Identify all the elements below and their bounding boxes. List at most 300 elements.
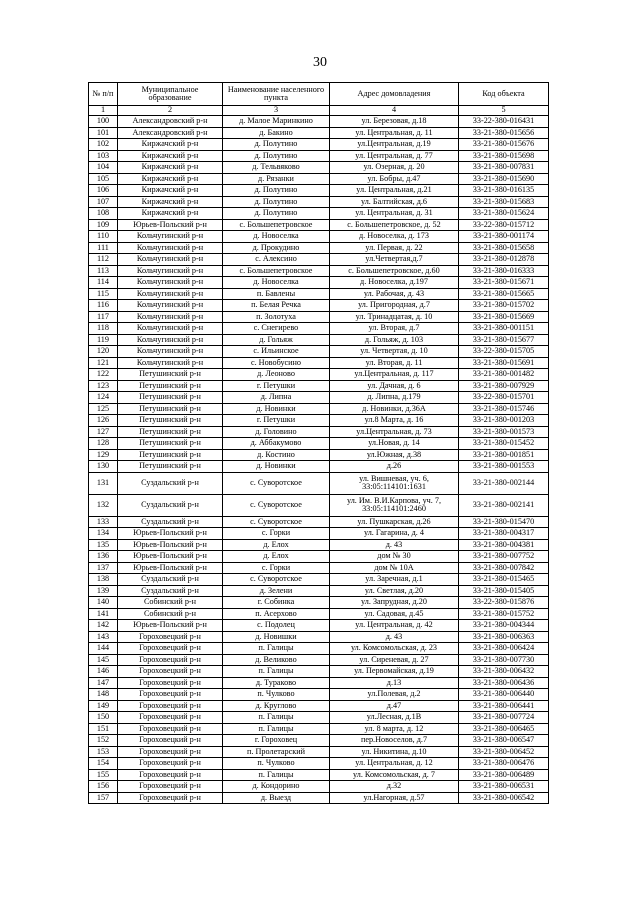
municipality-cell: Суздальский р-н: [118, 585, 223, 597]
row-number: 135: [89, 539, 118, 551]
address-cell: ул. Центральная, д. 42: [330, 620, 459, 632]
settlement-cell: с. Подолец: [223, 620, 330, 632]
settlement-cell: д. Полутино: [223, 139, 330, 151]
address-cell: ул. Первая, д. 22: [330, 242, 459, 254]
object-code-cell: 33-22-380-015712: [459, 219, 549, 231]
object-code-cell: 33-21-380-007730: [459, 654, 549, 666]
address-cell: ул. Центральная, д. 77: [330, 150, 459, 162]
column-number: 3: [223, 106, 330, 116]
table-row: [89, 323, 549, 335]
address-cell: ул.8 Марта, д. 16: [330, 415, 459, 427]
object-code-cell: 33-21-380-006465: [459, 723, 549, 735]
municipality-cell: Гороховецкий р-н: [118, 654, 223, 666]
header-address: Адрес домовладения: [330, 83, 459, 106]
address-cell: ул. Центральная, д. 11: [330, 127, 459, 139]
address-cell: ул. Комсомольская, д. 23: [330, 643, 459, 655]
table-row: [89, 369, 549, 381]
settlement-cell: п. Чулково: [223, 689, 330, 701]
municipality-cell: Суздальский р-н: [118, 574, 223, 586]
settlement-cell: д. Полутино: [223, 150, 330, 162]
address-cell: ул.Нагорная, д.57: [330, 792, 459, 804]
settlement-cell: д. Полутино: [223, 208, 330, 220]
municipality-cell: Александровский р-н: [118, 116, 223, 128]
object-code-cell: 33-21-380-002141: [459, 494, 549, 516]
row-number: 112: [89, 254, 118, 266]
address-cell: ул. Сиреневая, д. 27: [330, 654, 459, 666]
table-row: [89, 562, 549, 574]
table-row: [89, 472, 549, 494]
header-number: № п/п: [89, 83, 118, 106]
row-number: 133: [89, 516, 118, 528]
object-code-cell: 33-21-380-002144: [459, 472, 549, 494]
row-number: 110: [89, 231, 118, 243]
object-code-cell: 33-21-380-006441: [459, 700, 549, 712]
object-code-cell: 33-21-380-001174: [459, 231, 549, 243]
settlement-cell: д. Новинки: [223, 403, 330, 415]
settlement-cell: с. Суворотское: [223, 516, 330, 528]
table-row: [89, 631, 549, 643]
municipality-cell: Петушинский р-н: [118, 449, 223, 461]
row-number: 118: [89, 323, 118, 335]
table-body: [89, 116, 549, 804]
row-number: 131: [89, 472, 118, 494]
settlement-cell: с. Суворотское: [223, 574, 330, 586]
object-code-cell: 33-22-380-015701: [459, 392, 549, 404]
table-row: [89, 597, 549, 609]
object-code-cell: 33-21-380-007929: [459, 380, 549, 392]
address-cell: ул. Центральная, д. 31: [330, 208, 459, 220]
municipality-cell: Киржачский р-н: [118, 150, 223, 162]
address-cell: ул. Березовая, д.18: [330, 116, 459, 128]
row-number: 100: [89, 116, 118, 128]
address-cell: ул. Озерная, д. 20: [330, 162, 459, 174]
address-cell: ул. Заречная, д.1: [330, 574, 459, 586]
table-row: [89, 173, 549, 185]
row-number: 114: [89, 277, 118, 289]
settlement-cell: д. Великово: [223, 654, 330, 666]
objects-table: [88, 82, 549, 804]
table-row: [89, 162, 549, 174]
row-number: 154: [89, 758, 118, 770]
table-row: [89, 712, 549, 724]
object-code-cell: 33-21-380-016135: [459, 185, 549, 197]
object-code-cell: 33-22-380-015876: [459, 597, 549, 609]
settlement-cell: с. Суворотское: [223, 494, 330, 516]
row-number: 111: [89, 242, 118, 254]
address-cell: ул. Вторая, д.7: [330, 323, 459, 335]
row-number: 113: [89, 265, 118, 277]
object-code-cell: 33-21-380-015746: [459, 403, 549, 415]
row-number: 109: [89, 219, 118, 231]
municipality-cell: Собинский р-н: [118, 597, 223, 609]
settlement-cell: д. Кондорино: [223, 781, 330, 793]
row-number: 117: [89, 311, 118, 323]
address-cell: ул. Тринадцатая, д. 10: [330, 311, 459, 323]
row-number: 134: [89, 528, 118, 540]
address-cell: ул. Светлая, д.20: [330, 585, 459, 597]
address-cell: д. Гольяж, д. 103: [330, 334, 459, 346]
address-cell: ул. Бобры, д.47: [330, 173, 459, 185]
municipality-cell: Юрьев-Польский р-н: [118, 620, 223, 632]
row-number: 136: [89, 551, 118, 563]
row-number: 102: [89, 139, 118, 151]
table-row: [89, 403, 549, 415]
settlement-cell: с. Горки: [223, 528, 330, 540]
table-row: [89, 208, 549, 220]
object-code-cell: 33-21-380-015691: [459, 357, 549, 369]
object-code-cell: 33-21-380-001851: [459, 449, 549, 461]
row-number: 122: [89, 369, 118, 381]
settlement-cell: д. Рязанки: [223, 173, 330, 185]
municipality-cell: Киржачский р-н: [118, 185, 223, 197]
address-cell: д. Новинки, д.36А: [330, 403, 459, 415]
object-code-cell: 33-21-380-004344: [459, 620, 549, 632]
table-row: [89, 723, 549, 735]
settlement-cell: д. Полутино: [223, 185, 330, 197]
table-row: [89, 346, 549, 358]
settlement-cell: д. Круглово: [223, 700, 330, 712]
table-row: [89, 574, 549, 586]
settlement-cell: д. Зелени: [223, 585, 330, 597]
row-number: 146: [89, 666, 118, 678]
table-row: [89, 139, 549, 151]
address-cell: д.32: [330, 781, 459, 793]
header-municipality: Муниципальное образование: [118, 83, 223, 106]
table-row: [89, 677, 549, 689]
column-number: 5: [459, 106, 549, 116]
row-number: 121: [89, 357, 118, 369]
address-cell: ул.Центральная, д. 73: [330, 426, 459, 438]
object-code-cell: 33-21-380-015465: [459, 574, 549, 586]
row-number: 145: [89, 654, 118, 666]
address-cell: ул. Вишневая, уч. 6, 33:05:114101:1631: [330, 472, 459, 494]
settlement-cell: г. Гороховец: [223, 735, 330, 747]
object-code-cell: 33-21-380-006436: [459, 677, 549, 689]
municipality-cell: Собинский р-н: [118, 608, 223, 620]
address-cell: ул.Лесная, д.1В: [330, 712, 459, 724]
address-cell: ул. 8 марта, д. 12: [330, 723, 459, 735]
municipality-cell: Киржачский р-н: [118, 173, 223, 185]
object-code-cell: 33-21-380-001573: [459, 426, 549, 438]
table-row: [89, 288, 549, 300]
settlement-cell: д. Головино: [223, 426, 330, 438]
municipality-cell: Гороховецкий р-н: [118, 781, 223, 793]
municipality-cell: Кольчугинский р-н: [118, 242, 223, 254]
table-row: [89, 643, 549, 655]
municipality-cell: Кольчугинский р-н: [118, 231, 223, 243]
row-number: 108: [89, 208, 118, 220]
address-cell: ул. Центральная, д.21: [330, 185, 459, 197]
object-code-cell: 33-21-380-006542: [459, 792, 549, 804]
table-row: [89, 300, 549, 312]
address-cell: ул. Им. В.И.Карпова, уч. 7, 33:05:114101:2460: [330, 494, 459, 516]
address-cell: ул. Никитина, д.10: [330, 746, 459, 758]
settlement-cell: д. Полутино: [223, 196, 330, 208]
settlement-cell: д. Костино: [223, 449, 330, 461]
table-row: [89, 792, 549, 804]
municipality-cell: Гороховецкий р-н: [118, 735, 223, 747]
settlement-cell: д. Тураково: [223, 677, 330, 689]
settlement-cell: д. Аббакумово: [223, 438, 330, 450]
table-row: [89, 781, 549, 793]
address-cell: д. Липна, д.179: [330, 392, 459, 404]
address-cell: дом № 30: [330, 551, 459, 563]
row-number: 105: [89, 173, 118, 185]
municipality-cell: Гороховецкий р-н: [118, 677, 223, 689]
table-row: [89, 494, 549, 516]
address-cell: ул.Южная, д.38: [330, 449, 459, 461]
table-row: [89, 116, 549, 128]
row-number: 149: [89, 700, 118, 712]
address-cell: д.13: [330, 677, 459, 689]
municipality-cell: Кольчугинский р-н: [118, 346, 223, 358]
settlement-cell: с. Горки: [223, 562, 330, 574]
row-number: 130: [89, 461, 118, 473]
settlement-cell: с. Суворотское: [223, 472, 330, 494]
object-code-cell: 33-21-380-015698: [459, 150, 549, 162]
address-cell: ул.Новая, д. 14: [330, 438, 459, 450]
row-number: 125: [89, 403, 118, 415]
object-code-cell: 33-21-380-015405: [459, 585, 549, 597]
row-number: 151: [89, 723, 118, 735]
row-number: 150: [89, 712, 118, 724]
address-cell: д.26: [330, 461, 459, 473]
municipality-cell: Кольчугинский р-н: [118, 357, 223, 369]
object-code-cell: 33-22-380-016431: [459, 116, 549, 128]
object-code-cell: 33-21-380-015702: [459, 300, 549, 312]
row-number: 139: [89, 585, 118, 597]
address-cell: д. Новоселка, д.197: [330, 277, 459, 289]
table-row: [89, 334, 549, 346]
settlement-cell: п. Галицы: [223, 712, 330, 724]
object-code-cell: 33-21-380-006424: [459, 643, 549, 655]
table-row: [89, 746, 549, 758]
object-code-cell: 33-21-380-006363: [459, 631, 549, 643]
object-code-cell: 33-21-380-015665: [459, 288, 549, 300]
object-code-cell: 33-21-380-006452: [459, 746, 549, 758]
municipality-cell: Кольчугинский р-н: [118, 334, 223, 346]
settlement-cell: п. Галицы: [223, 769, 330, 781]
municipality-cell: Юрьев-Польский р-н: [118, 539, 223, 551]
object-code-cell: 33-21-380-015669: [459, 311, 549, 323]
settlement-cell: п. Галицы: [223, 643, 330, 655]
table-row: [89, 449, 549, 461]
object-code-cell: 33-21-380-015624: [459, 208, 549, 220]
object-code-cell: 33-21-380-007752: [459, 551, 549, 563]
address-cell: ул. Балтийская, д.6: [330, 196, 459, 208]
municipality-cell: Кольчугинский р-н: [118, 288, 223, 300]
municipality-cell: Кольчугинский р-н: [118, 323, 223, 335]
address-cell: с. Большепетровское, д. 52: [330, 219, 459, 231]
object-code-cell: 33-21-380-015658: [459, 242, 549, 254]
settlement-cell: с. Снегирево: [223, 323, 330, 335]
settlement-cell: д. Липна: [223, 392, 330, 404]
address-cell: ул. Комсомольская, д. 7: [330, 769, 459, 781]
row-number: 124: [89, 392, 118, 404]
address-cell: ул.Четвертая,д.7: [330, 254, 459, 266]
municipality-cell: Суздальский р-н: [118, 516, 223, 528]
object-code-cell: 33-21-380-006476: [459, 758, 549, 770]
municipality-cell: Суздальский р-н: [118, 494, 223, 516]
table-row: [89, 185, 549, 197]
column-number: 4: [330, 106, 459, 116]
row-number: 140: [89, 597, 118, 609]
row-number: 132: [89, 494, 118, 516]
object-code-cell: 33-21-380-006489: [459, 769, 549, 781]
municipality-cell: Гороховецкий р-н: [118, 689, 223, 701]
row-number: 126: [89, 415, 118, 427]
column-number-row: [89, 106, 549, 116]
municipality-cell: Петушинский р-н: [118, 369, 223, 381]
row-number: 116: [89, 300, 118, 312]
settlement-cell: д. Прокудино: [223, 242, 330, 254]
address-cell: д. 43: [330, 631, 459, 643]
settlement-cell: п. Чулково: [223, 758, 330, 770]
municipality-cell: Гороховецкий р-н: [118, 700, 223, 712]
municipality-cell: Гороховецкий р-н: [118, 769, 223, 781]
table-row: [89, 700, 549, 712]
table-row: [89, 219, 549, 231]
municipality-cell: Петушинский р-н: [118, 415, 223, 427]
table-row: [89, 620, 549, 632]
municipality-cell: Кольчугинский р-н: [118, 265, 223, 277]
settlement-cell: д. Тельвяково: [223, 162, 330, 174]
object-code-cell: 33-21-380-015752: [459, 608, 549, 620]
row-number: 147: [89, 677, 118, 689]
table-row: [89, 461, 549, 473]
municipality-cell: Кольчугинский р-н: [118, 254, 223, 266]
table-row: [89, 758, 549, 770]
municipality-cell: Петушинский р-н: [118, 380, 223, 392]
address-cell: с. Большепетровское, д.60: [330, 265, 459, 277]
settlement-cell: д. Новишки: [223, 631, 330, 643]
row-number: 103: [89, 150, 118, 162]
address-cell: ул.Центральная, д.19: [330, 139, 459, 151]
row-number: 129: [89, 449, 118, 461]
header-row: [89, 83, 549, 106]
row-number: 119: [89, 334, 118, 346]
table-row: [89, 735, 549, 747]
table-row: [89, 196, 549, 208]
row-number: 120: [89, 346, 118, 358]
municipality-cell: Кольчугинский р-н: [118, 311, 223, 323]
municipality-cell: Петушинский р-н: [118, 438, 223, 450]
object-code-cell: 33-21-380-007831: [459, 162, 549, 174]
address-cell: ул. Пригородная, д.7: [330, 300, 459, 312]
municipality-cell: Суздальский р-н: [118, 472, 223, 494]
municipality-cell: Киржачский р-н: [118, 139, 223, 151]
table-row: [89, 539, 549, 551]
municipality-cell: Юрьев-Польский р-н: [118, 219, 223, 231]
table-row: [89, 585, 549, 597]
row-number: 137: [89, 562, 118, 574]
table-row: [89, 689, 549, 701]
municipality-cell: Юрьев-Польский р-н: [118, 562, 223, 574]
settlement-cell: п. Пролетарский: [223, 746, 330, 758]
row-number: 156: [89, 781, 118, 793]
municipality-cell: Александровский р-н: [118, 127, 223, 139]
settlement-cell: д. Новинки: [223, 461, 330, 473]
settlement-cell: п. Асерхово: [223, 608, 330, 620]
row-number: 141: [89, 608, 118, 620]
object-code-cell: 33-21-380-001553: [459, 461, 549, 473]
object-code-cell: 33-21-380-001203: [459, 415, 549, 427]
municipality-cell: Гороховецкий р-н: [118, 643, 223, 655]
row-number: 152: [89, 735, 118, 747]
object-code-cell: 33-21-380-012878: [459, 254, 549, 266]
row-number: 153: [89, 746, 118, 758]
object-code-cell: 33-21-380-004317: [459, 528, 549, 540]
table-row: [89, 516, 549, 528]
table-row: [89, 277, 549, 289]
address-cell: ул.Полевая, д.2: [330, 689, 459, 701]
address-cell: ул.Центральная, д. 117: [330, 369, 459, 381]
row-number: 128: [89, 438, 118, 450]
municipality-cell: Гороховецкий р-н: [118, 746, 223, 758]
column-number: 2: [118, 106, 223, 116]
table-row: [89, 311, 549, 323]
municipality-cell: Гороховецкий р-н: [118, 666, 223, 678]
municipality-cell: Киржачский р-н: [118, 196, 223, 208]
settlement-cell: д. Елох: [223, 539, 330, 551]
object-code-cell: 33-21-380-001151: [459, 323, 549, 335]
table-row: [89, 150, 549, 162]
table-row: [89, 265, 549, 277]
table-row: [89, 242, 549, 254]
row-number: 115: [89, 288, 118, 300]
settlement-cell: д. Бакино: [223, 127, 330, 139]
table-row: [89, 392, 549, 404]
table-row: [89, 666, 549, 678]
header-object-code: Код объекта: [459, 83, 549, 106]
address-cell: ул. Дачная, д. 6: [330, 380, 459, 392]
object-code-cell: 33-21-380-006440: [459, 689, 549, 701]
object-code-cell: 33-21-380-015470: [459, 516, 549, 528]
table-row: [89, 357, 549, 369]
table-row: [89, 426, 549, 438]
object-code-cell: 33-21-380-015671: [459, 277, 549, 289]
object-code-cell: 33-22-380-015705: [459, 346, 549, 358]
settlement-cell: с. Большепетровское: [223, 219, 330, 231]
settlement-cell: п. Галицы: [223, 666, 330, 678]
object-code-cell: 33-21-380-004381: [459, 539, 549, 551]
object-code-cell: 33-21-380-006547: [459, 735, 549, 747]
column-number: 1: [89, 106, 118, 116]
row-number: 106: [89, 185, 118, 197]
municipality-cell: Петушинский р-н: [118, 426, 223, 438]
table-row: [89, 254, 549, 266]
settlement-cell: п. Галицы: [223, 723, 330, 735]
settlement-cell: д. Новоселка: [223, 277, 330, 289]
table-row: [89, 769, 549, 781]
object-code-cell: 33-21-380-015676: [459, 139, 549, 151]
object-code-cell: 33-21-380-015690: [459, 173, 549, 185]
row-number: 123: [89, 380, 118, 392]
settlement-cell: д. Леоново: [223, 369, 330, 381]
row-number: 107: [89, 196, 118, 208]
address-cell: ул. Гагарина, д. 4: [330, 528, 459, 540]
table-row: [89, 231, 549, 243]
row-number: 127: [89, 426, 118, 438]
table-row: [89, 415, 549, 427]
address-cell: ул. Рабочая, д. 43: [330, 288, 459, 300]
table-row: [89, 608, 549, 620]
address-cell: ул. Вторая, д. 11: [330, 357, 459, 369]
address-cell: ул. Четвертая, д. 10: [330, 346, 459, 358]
address-cell: дом № 10А: [330, 562, 459, 574]
row-number: 101: [89, 127, 118, 139]
municipality-cell: Киржачский р-н: [118, 162, 223, 174]
